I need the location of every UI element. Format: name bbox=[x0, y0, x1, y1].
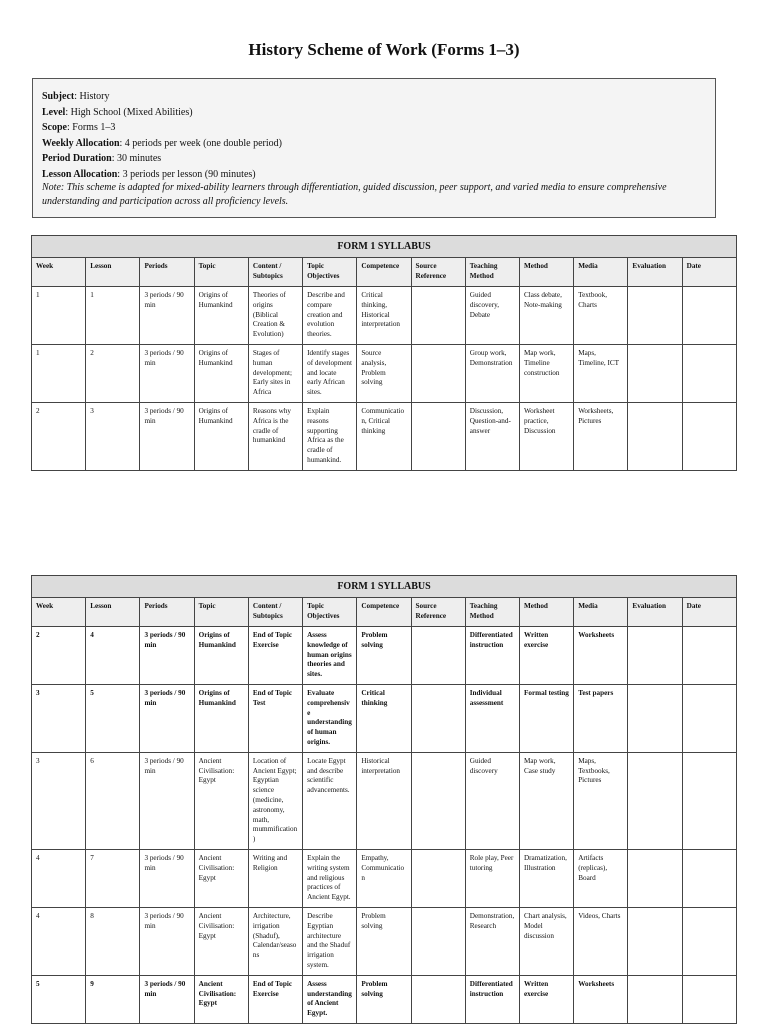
table-cell: Written exercise bbox=[519, 627, 573, 685]
table-cell: Videos, Charts bbox=[574, 907, 628, 975]
table-cell: Architecture, irrigation (Shaduf), Calendar/seasons bbox=[248, 907, 302, 975]
table-cell: 5 bbox=[32, 975, 86, 1023]
scheme-info-box bbox=[32, 78, 716, 218]
table-cell bbox=[628, 907, 682, 975]
table-cell: 3 periods / 90 min bbox=[140, 344, 194, 402]
form1-syllabus-table-1 bbox=[31, 235, 737, 471]
table-cell: 3 periods / 90 min bbox=[140, 627, 194, 685]
table-cell: 3 periods / 90 min bbox=[140, 975, 194, 1023]
table-cell: Location of Ancient Egypt; Egyptian science (medicine, astronomy, math, mummification) bbox=[248, 752, 302, 849]
table-cell: Individual assessment bbox=[465, 684, 519, 752]
table-cell bbox=[411, 907, 465, 975]
table-cell: Guided discovery, Debate bbox=[465, 287, 519, 345]
table-cell bbox=[682, 287, 736, 345]
table-cell bbox=[411, 402, 465, 470]
table-row bbox=[32, 975, 737, 1023]
table-cell bbox=[682, 344, 736, 402]
table-cell: Stages of human development; Early sites in Africa bbox=[248, 344, 302, 402]
table-row bbox=[32, 402, 737, 470]
table-cell: Historical interpretation bbox=[357, 752, 411, 849]
form1-syllabus-table-2 bbox=[31, 575, 737, 1024]
table-cell: Role play, Peer tutoring bbox=[465, 849, 519, 907]
table-cell: 3 periods / 90 min bbox=[140, 684, 194, 752]
table-cell: Textbook, Charts bbox=[574, 287, 628, 345]
table-cell: Source analysis, Problem solving bbox=[357, 344, 411, 402]
table-cell: Dramatization, Illustration bbox=[519, 849, 573, 907]
column-header: Source Reference bbox=[411, 258, 465, 287]
column-header: Topic Objectives bbox=[303, 258, 357, 287]
table-cell: Origins of Humankind bbox=[194, 684, 248, 752]
column-header: Lesson bbox=[86, 598, 140, 627]
table-row bbox=[32, 752, 737, 849]
table-cell: 9 bbox=[86, 975, 140, 1023]
column-header: Date bbox=[682, 598, 736, 627]
table-cell: 3 periods / 90 min bbox=[140, 752, 194, 849]
table-cell: 3 periods / 90 min bbox=[140, 849, 194, 907]
table-cell: Guided discovery bbox=[465, 752, 519, 849]
table-cell: 2 bbox=[86, 344, 140, 402]
table-cell: 6 bbox=[86, 752, 140, 849]
table-cell: 2 bbox=[32, 627, 86, 685]
column-header: Competence bbox=[357, 258, 411, 287]
column-header: Media bbox=[574, 258, 628, 287]
table-row bbox=[32, 907, 737, 975]
column-header: Source Reference bbox=[411, 598, 465, 627]
column-header: Lesson bbox=[86, 258, 140, 287]
table-cell bbox=[682, 849, 736, 907]
table-cell: 3 periods / 90 min bbox=[140, 287, 194, 345]
column-header: Date bbox=[682, 258, 736, 287]
table-cell bbox=[411, 344, 465, 402]
table-cell: 5 bbox=[86, 684, 140, 752]
table-cell: 2 bbox=[32, 402, 86, 470]
weekly-allocation-label: Weekly Allocation bbox=[42, 137, 120, 149]
table-row bbox=[32, 849, 737, 907]
table-cell: Differentiated instruction bbox=[465, 627, 519, 685]
table-cell: Explain the writing system and religious practices of Ancient Egypt. bbox=[303, 849, 357, 907]
column-header: Teaching Method bbox=[465, 258, 519, 287]
table-cell: End of Topic Exercise bbox=[248, 975, 302, 1023]
level-label: Level bbox=[42, 106, 66, 118]
table-cell bbox=[411, 287, 465, 345]
table-cell bbox=[628, 627, 682, 685]
table-row bbox=[32, 684, 737, 752]
table-cell bbox=[628, 344, 682, 402]
table-cell: Worksheets bbox=[574, 975, 628, 1023]
table-cell: Reasons why Africa is the cradle of humankind bbox=[248, 402, 302, 470]
table-row bbox=[32, 287, 737, 345]
table-cell: Maps, Textbooks, Pictures bbox=[574, 752, 628, 849]
column-header: Teaching Method bbox=[465, 598, 519, 627]
table-cell: 1 bbox=[86, 287, 140, 345]
table-cell: Empathy, Communication bbox=[357, 849, 411, 907]
table-caption: FORM 1 SYLLABUS bbox=[32, 576, 737, 598]
table-cell: 3 bbox=[32, 684, 86, 752]
table-cell: Describe Egyptian architecture and the Shaduf irrigation system. bbox=[303, 907, 357, 975]
table-cell bbox=[411, 975, 465, 1023]
period-duration-label: Period Duration bbox=[42, 153, 112, 164]
table-cell: Formal testing bbox=[519, 684, 573, 752]
table-cell: 3 periods / 90 min bbox=[140, 402, 194, 470]
table-cell: Worksheets, Pictures bbox=[574, 402, 628, 470]
table-cell: 8 bbox=[86, 907, 140, 975]
table-cell bbox=[628, 849, 682, 907]
table-cell bbox=[682, 402, 736, 470]
table-cell: Origins of Humankind bbox=[194, 402, 248, 470]
table-row bbox=[32, 627, 737, 685]
table-cell: 3 bbox=[86, 402, 140, 470]
table-cell: Ancient Civilisation: Egypt bbox=[194, 849, 248, 907]
subject-row: Subject: History bbox=[42, 91, 110, 102]
table-cell: Map work, Timeline construction bbox=[519, 344, 573, 402]
table-cell: Demonstration, Research bbox=[465, 907, 519, 975]
table-cell: 4 bbox=[32, 907, 86, 975]
subject-value: History bbox=[79, 91, 110, 102]
table-cell bbox=[411, 752, 465, 849]
table-cell: Problem solving bbox=[357, 975, 411, 1023]
table-cell: Written exercise bbox=[519, 975, 573, 1023]
table-cell bbox=[682, 975, 736, 1023]
table-cell: End of Topic Test bbox=[248, 684, 302, 752]
table-cell: 3 periods / 90 min bbox=[140, 907, 194, 975]
table-cell bbox=[411, 627, 465, 685]
table-cell: Origins of Humankind bbox=[194, 287, 248, 345]
table-cell: Explain reasons supporting Africa as the cradle of humankind. bbox=[303, 402, 357, 470]
table-cell: Critical thinking bbox=[357, 684, 411, 752]
table-cell: Locate Egypt and describe scientific advancements. bbox=[303, 752, 357, 849]
level-row: Level: High School (Mixed Abilities) bbox=[42, 106, 193, 118]
table-cell: Ancient Civilisation: Egypt bbox=[194, 752, 248, 849]
column-header: Topic bbox=[194, 258, 248, 287]
table-cell: Maps, Timeline, ICT bbox=[574, 344, 628, 402]
table-cell: Origins of Humankind bbox=[194, 344, 248, 402]
table-cell bbox=[411, 684, 465, 752]
table-cell: 3 bbox=[32, 752, 86, 849]
column-header: Week bbox=[32, 598, 86, 627]
table-cell: 4 bbox=[86, 627, 140, 685]
table-cell bbox=[682, 907, 736, 975]
table-cell: Describe and compare creation and evolution theories. bbox=[303, 287, 357, 345]
column-header: Periods bbox=[140, 598, 194, 627]
table-cell: End of Topic Exercise bbox=[248, 627, 302, 685]
table-cell: Ancient Civilisation: Egypt bbox=[194, 907, 248, 975]
page-title: History Scheme of Work (Forms 1–3) bbox=[248, 40, 520, 59]
scope-value: Forms 1–3 bbox=[72, 122, 116, 133]
table-cell: Worksheet practice, Discussion bbox=[519, 402, 573, 470]
table-cell: Origins of Humankind bbox=[194, 627, 248, 685]
table-cell bbox=[628, 752, 682, 849]
table-cell: Worksheets bbox=[574, 627, 628, 685]
table-cell: Chart analysis, Model discussion bbox=[519, 907, 573, 975]
scope-label: Scope bbox=[42, 122, 67, 133]
table-cell bbox=[411, 849, 465, 907]
subject-label: Subject bbox=[42, 91, 75, 102]
lesson-allocation-label: Lesson Allocation bbox=[42, 168, 118, 180]
column-header: Media bbox=[574, 598, 628, 627]
table-cell bbox=[628, 402, 682, 470]
table-cell: Identify stages of development and locate early African sites. bbox=[303, 344, 357, 402]
column-header: Topic Objectives bbox=[303, 598, 357, 627]
table-cell: Map work, Case study bbox=[519, 752, 573, 849]
table-cell bbox=[682, 684, 736, 752]
column-header: Evaluation bbox=[628, 598, 682, 627]
weekly-allocation-value: 4 periods per week (one double period) bbox=[124, 137, 282, 149]
column-header: Content / Subtopics bbox=[248, 598, 302, 627]
table-cell bbox=[682, 627, 736, 685]
table-cell: 4 bbox=[32, 849, 86, 907]
column-header: Method bbox=[519, 258, 573, 287]
table-cell: Assess understanding of Ancient Egypt. bbox=[303, 975, 357, 1023]
column-header: Topic bbox=[194, 598, 248, 627]
table-cell: Ancient Civilisation: Egypt bbox=[194, 975, 248, 1023]
table-cell: Problem solving bbox=[357, 907, 411, 975]
table-row bbox=[32, 344, 737, 402]
column-header: Evaluation bbox=[628, 258, 682, 287]
table-cell bbox=[628, 287, 682, 345]
table-cell: Group work, Demonstration bbox=[465, 344, 519, 402]
table-cell: Assess knowledge of human origins theories and sites. bbox=[303, 627, 357, 685]
column-header: Week bbox=[32, 258, 86, 287]
lesson-allocation-value: 3 periods per lesson (90 minutes) bbox=[122, 168, 256, 180]
table-cell bbox=[628, 684, 682, 752]
table-cell: Theories of origins (Biblical Creation & Evolution) bbox=[248, 287, 302, 345]
lesson-allocation-row: Lesson Allocation: 3 periods per lesson (90 minutes) bbox=[42, 168, 256, 180]
table-cell: 1 bbox=[32, 344, 86, 402]
column-header: Content / Subtopics bbox=[248, 258, 302, 287]
weekly-allocation-row: Weekly Allocation: 4 periods per week (one double period) bbox=[42, 137, 282, 149]
adaptation-note: Note: This scheme is adapted for mixed-ability learners through differentiation, guided discussion, peer support, and varied media to ensure comprehensive understanding and participation across all proficiency levels. bbox=[42, 182, 667, 207]
table-cell bbox=[628, 975, 682, 1023]
level-value: High School (Mixed Abilities) bbox=[70, 106, 193, 118]
table-cell: 1 bbox=[32, 287, 86, 345]
column-header: Competence bbox=[357, 598, 411, 627]
column-header: Periods bbox=[140, 258, 194, 287]
table-cell: Problem solving bbox=[357, 627, 411, 685]
table-cell: Critical thinking, Historical interpretation bbox=[357, 287, 411, 345]
period-duration-row: Period Duration: 30 minutes bbox=[42, 153, 162, 164]
table-cell bbox=[682, 752, 736, 849]
table-caption: FORM 1 SYLLABUS bbox=[32, 236, 737, 258]
table-cell: Differentiated instruction bbox=[465, 975, 519, 1023]
table-cell: Writing and Religion bbox=[248, 849, 302, 907]
table-cell: Communication, Critical thinking bbox=[357, 402, 411, 470]
scope-row: Scope: Forms 1–3 bbox=[42, 122, 116, 133]
table-cell: Test papers bbox=[574, 684, 628, 752]
period-duration-value: 30 minutes bbox=[117, 153, 162, 164]
table-cell: Artifacts (replicas), Board bbox=[574, 849, 628, 907]
column-header: Method bbox=[519, 598, 573, 627]
table-cell: Class debate, Note-making bbox=[519, 287, 573, 345]
table-cell: Discussion, Question-and-answer bbox=[465, 402, 519, 470]
table-cell: Evaluate comprehensive understanding of human origins. bbox=[303, 684, 357, 752]
table-cell: 7 bbox=[86, 849, 140, 907]
